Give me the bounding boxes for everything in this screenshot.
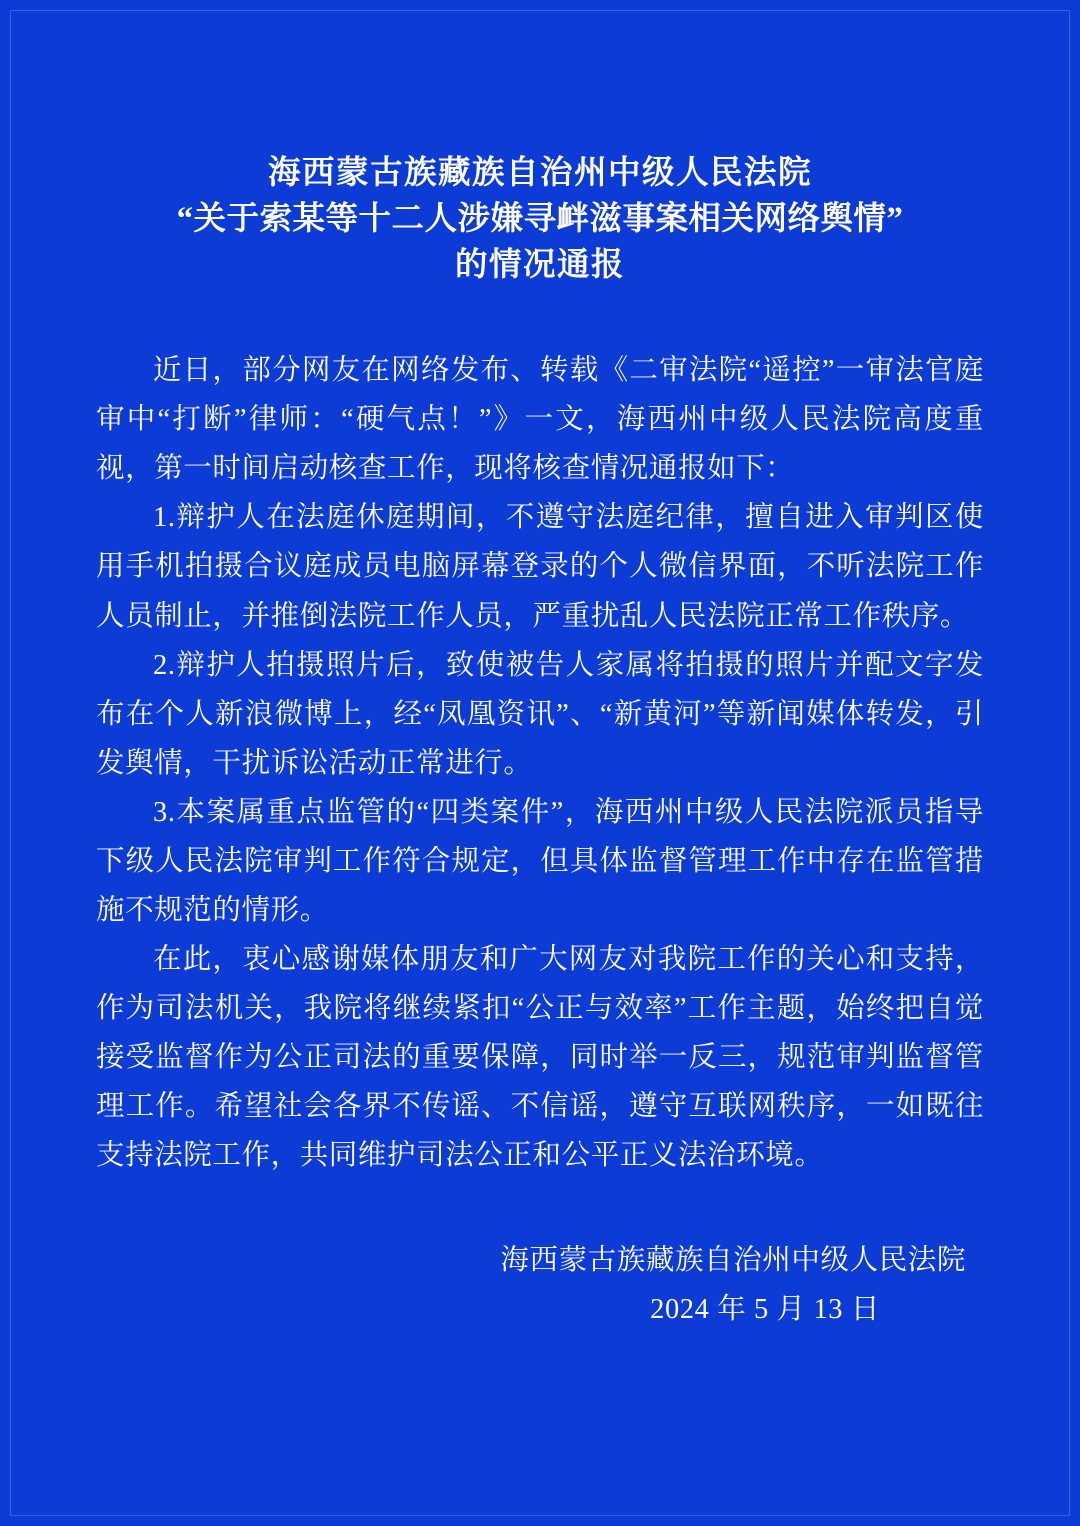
document-body — [96, 346, 984, 1179]
document-signature — [96, 1236, 984, 1334]
title-line-3: 的情况通报 — [454, 247, 625, 284]
paragraph-item-2: 2.辩护人拍摄照片后，致使被告人家属将拍摄的照片并配文字发布在个人新浪微博上，经“凤凰资讯”、“新黄河”等新闻媒体转发，引发舆情，干扰诉讼活动正常进行。 — [96, 649, 984, 779]
paragraph-item-3: 3.本案属重点监管的“四类案件”，海西州中级人民法院派员指导下级人民法院审判工作符合规定，但具体监督管理工作中存在监管措施不规范的情形。 — [96, 796, 984, 926]
title-line-2: “关于索某等十二人涉嫌寻衅滋事案相关网络舆情” — [176, 201, 904, 238]
document-title — [96, 150, 984, 288]
signature-date: 2024 年 5 月 13 日 — [650, 1293, 880, 1325]
paragraph-intro: 近日，部分网友在网络发布、转载《二审法院“遥控”一审法官庭审中“打断”律师：“硬气点！”》一文，海西州中级人民法院高度重视，第一时间启动核查工作，现将核查情况通报如下： — [96, 355, 984, 485]
paragraph-closing: 在此，衷心感谢媒体朋友和广大网友对我院工作的关心和支持，作为司法机关，我院将继续紧扣“公正与效率”工作主题，始终把自觉接受监督作为公正司法的重要保障，同时举一反三，规范审判监督管理工作。希望社会各界不传谣、不信谣，遵守互联网秩序，一如既往支持法院工作，共同维护司法公正和公平正义法治环境。 — [96, 943, 984, 1171]
title-line-1: 海西蒙古族藏族自治州中级人民法院 — [267, 155, 812, 191]
paragraph-item-1: 1.辩护人在法庭休庭期间，不遵守法庭纪律，擅自进入审判区使用手机拍摄合议庭成员电脑屏幕登录的个人微信界面，不听法院工作人员制止，并推倒法院工作人员，严重扰乱人民法院正常工作秩序。 — [96, 502, 984, 632]
signature-organization: 海西蒙古族藏族自治州中级人民法院 — [500, 1244, 966, 1276]
